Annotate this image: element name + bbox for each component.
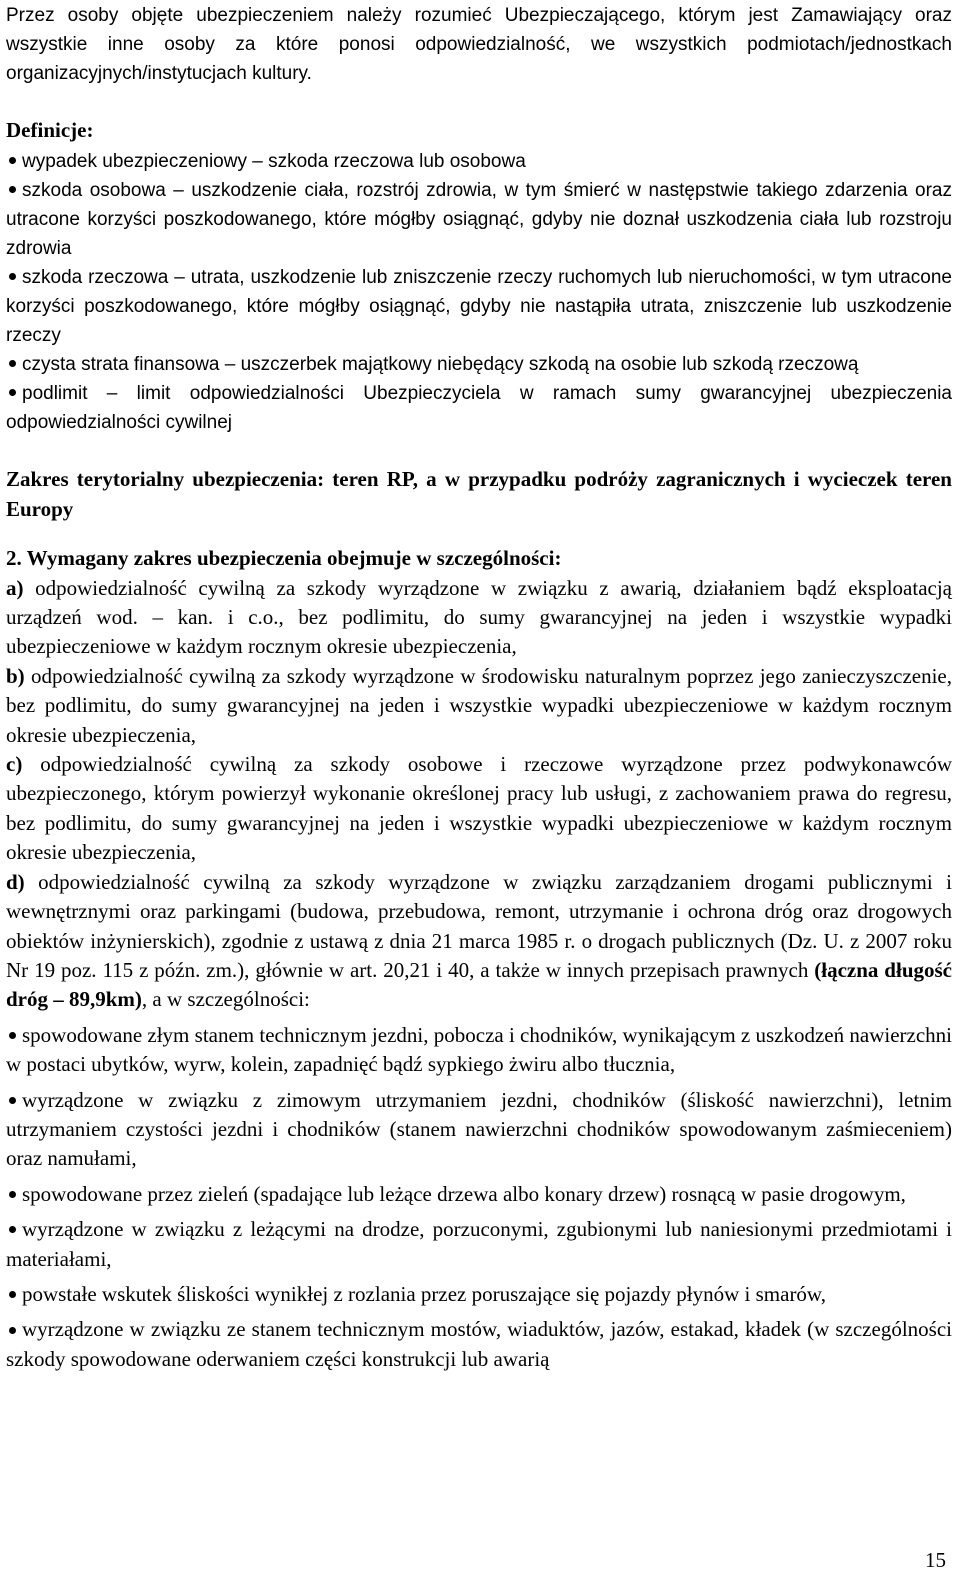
definition-item: szkoda rzeczowa – utrata, uszkodzenie lub zniszczenie rzeczy ruchomych lub nieruchomości, w tym utracone korzyści poszkodowanego, które mógłby osiągnąć, gdyby nie nastąpiła utrata, zniszczenie lub uszkodzenie rzeczy: [6, 267, 952, 347]
bullet-icon: [9, 157, 16, 164]
definition-item: czysta strata finansowa – uszczerbek majątkowy niebędący szkodą na osobie lub szkodą rzeczową: [6, 350, 952, 379]
definition-item: podlimit – limit odpowiedzialności Ubezpieczyciela w ramach sumy gwarancyjnej ubezpieczenia odpowiedzialności cywilnej: [6, 383, 952, 434]
bullet-icon: [9, 273, 16, 280]
clause-b: b) odpowiedzialność cywilną za szkody wyrządzone w środowisku naturalnym poprzez jego zanieczyszczenie, bez podlimitu, do sumy gwarancyjnej na jeden i wszystkie wypadki ubezpieczeniowe w każdym rocznym okresie ubezpieczenia,: [6, 663, 952, 747]
territory-paragraph: Zakres terytorialny ubezpieczenia: teren RP, a w przypadku podróży zagranicznych i wycieczek teren Europy: [6, 467, 952, 521]
bullet-icon: [9, 186, 16, 193]
list-item: wyrządzone w związku z zimowym utrzymaniem jezdni, chodników (śliskość nawierzchni), letnim utrzymaniem czystości jezdni i chodników (stanem nawierzchni chodników spowodowanym zaśmieceniem) oraz namułami,: [6, 1087, 952, 1171]
bullet-icon: [9, 1226, 16, 1233]
intro-paragraph: Przez osoby objęte ubezpieczeniem należy rozumieć Ubezpieczającego, którym jest Zamawiający oraz wszystkie inne osoby za które ponosi odpowiedzialność, we wszystkich podmiotach/jednostkach organizacyjnych/instytucjach kultury.: [6, 5, 952, 84]
definitions-list: [6, 147, 952, 437]
list-item: wyrządzone w związku ze stanem technicznym mostów, wiaduktów, jazów, estakad, kładek (w szczególności szkody spowodowane oderwaniem części konstrukcji lub awarią: [6, 1317, 952, 1371]
clause-c: c) odpowiedzialność cywilną za szkody osobowe i rzeczowe wyrządzone przez podwykonawców ubezpieczonego, którym powierzył wykonanie określonej pracy lub usługi, z zachowaniem prawa do regresu, bez podlimitu, do sumy gwarancyjnej na jeden i wszystkie wypadki ubezpieczeniowe w każdym rocznym okresie ubezpieczenia,: [6, 752, 953, 865]
document-page: [6, 0, 952, 1374]
section-2-body: [6, 574, 952, 1375]
clause-d: d) odpowiedzialność cywilną za szkody wyrządzone w związku zarządzaniem drogami publicznymi i wewnętrznymi oraz parkingami (budowa, przebudowa, remont, utrzymanie i ochrona dróg oraz drogowych obiektów inżynierskich), zgodnie z ustawą z dnia 21 marca 1985 r. o drogach publicznych (Dz. U. z 2007 roku Nr 19 poz. 115 z późn. zm.), głównie w art. 20,21 i 40, a także w innych przepisach prawnych (łączna długość dróg – 89,9km), a w szczególności:: [6, 869, 952, 1012]
bullet-icon: [9, 1032, 16, 1039]
page-number: 15: [925, 1548, 946, 1572]
list-item: spowodowane złym stanem technicznym jezdni, pobocza i chodników, wynikającym z uszkodzeń nawierzchni w postaci ubytków, wyrw, kolein, zapadnięć bądź sypkiego żwiru albo tłucznia,: [6, 1022, 952, 1077]
bullet-icon: [9, 360, 16, 367]
definitions-heading: Definicje:: [6, 118, 94, 142]
bullet-icon: [9, 1291, 16, 1298]
bullet-icon: [9, 1191, 16, 1198]
list-item: spowodowane przez zieleń (spadające lub leżące drzewa albo konary drzew) rosnącą w pasie drogowym,: [6, 1180, 952, 1209]
bullet-icon: [9, 1327, 16, 1334]
bullet-icon: [9, 389, 16, 396]
list-item: powstałe wskutek śliskości wynikłej z rozlania przez poruszające się pojazdy płynów i smarów,: [6, 1280, 952, 1309]
clause-d-list: [6, 1021, 952, 1374]
section-2-heading: 2. Wymagany zakres ubezpieczenia obejmuje w szczególności:: [6, 546, 562, 571]
list-item: wyrządzone w związku z leżącymi na drodze, porzuconymi, zgubionymi lub naniesionymi przedmiotami i materiałami,: [6, 1217, 952, 1271]
definition-item: wypadek ubezpieczeniowy – szkoda rzeczowa lub osobowa: [6, 147, 952, 176]
clause-a: a) odpowiedzialność cywilną za szkody wyrządzone w związku z awarią, działaniem bądź eksploatacją urządzeń wod. – kan. i c.o., bez podlimitu, do sumy gwarancyjnej na jeden i wszystkie wypadki ubezpieczeniowe w każdym rocznym okresie ubezpieczenia,: [6, 575, 953, 659]
definition-item: szkoda osobowa – uszkodzenie ciała, rozstrój zdrowia, w tym śmierć w następstwie takiego zdarzenia oraz utracone korzyści poszkodowanego, które mógłby osiągnąć, gdyby nie doznał uszkodzenia ciała lub rozstroju zdrowia: [6, 180, 952, 260]
bullet-icon: [9, 1097, 16, 1104]
